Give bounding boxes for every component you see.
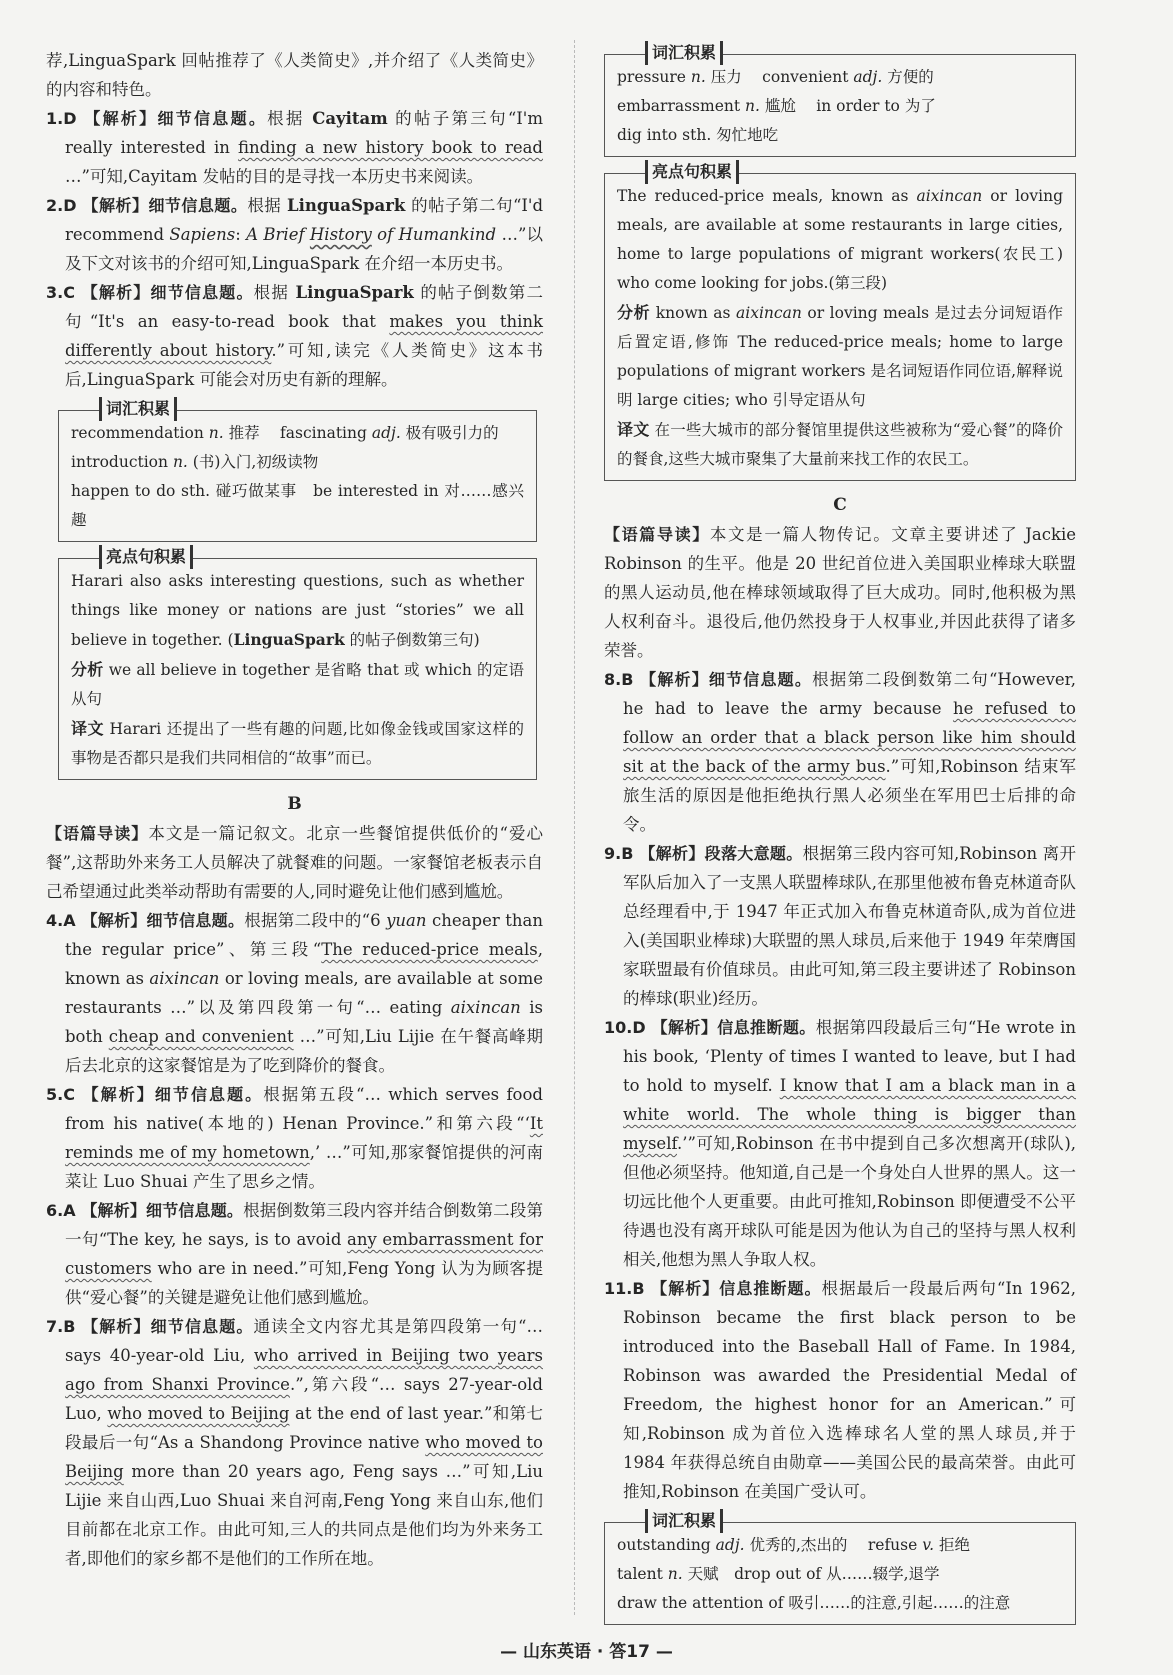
- label-text: 4.A: [46, 911, 82, 930]
- box-title: 词汇积累: [645, 1509, 723, 1533]
- box-row: [617, 92, 1063, 121]
- text-segment: A Brief: [246, 225, 310, 244]
- answer-3: [46, 278, 543, 394]
- text-segment: introduction: [71, 453, 173, 471]
- text-segment: Harari also asks interesting questions, such as whether things like money or nations are just “stories” we all believe in together. (: [71, 572, 524, 649]
- text-segment: 压力 convenient: [705, 68, 854, 86]
- text-segment: …”可知,Cayitam 发帖的目的是寻找一本历史书来阅读。: [65, 167, 484, 186]
- box-row: [71, 419, 524, 448]
- text-segment: .’”可知,Robinson 在书中提到自己多次想离开(球队),但他必须坚持。他知道,自己是一个身处白人世界的黑人。这一切远比他个人更重要。由此可推知,Robinson 即便遭受不公平待遇也没有离开球队可能是因为他认为自己的坚持与黑人权利相关,他想为黑人争取人权。: [623, 1134, 1076, 1269]
- text-segment: pressure: [617, 68, 691, 86]
- box-title: 亮点句积累: [99, 545, 193, 569]
- text-segment: 在一些大城市的部分餐馆里提供这些被称为“爱心餐”的降价的餐食,这些大城市聚集了大量前来找工作的农民工。: [617, 421, 1063, 468]
- text-segment: n.: [172, 453, 188, 471]
- text-segment: makes you think differently about history: [65, 312, 543, 360]
- text-segment: is both: [65, 998, 544, 1046]
- box-row: [71, 714, 524, 773]
- text-segment: yuan: [386, 911, 427, 930]
- text-segment: talent: [617, 1565, 668, 1583]
- text-segment: aixincan: [916, 187, 983, 205]
- text-segment: 尴尬 in order to 为了: [759, 97, 936, 115]
- text-segment: adj.: [853, 68, 883, 86]
- text-segment: n.: [208, 424, 224, 442]
- box-row: [617, 63, 1063, 92]
- text-segment: recommendation: [71, 424, 209, 442]
- label-text: 译文: [617, 420, 650, 439]
- text-segment: who arrived in Beijing two years ago from Shanxi Province: [65, 1346, 543, 1394]
- text-segment: LinguaSpark: [295, 283, 414, 302]
- text-segment: happen to do sth. 碰巧做某事 be interested in 对……感兴趣: [71, 482, 524, 529]
- text-segment: 的帖子第二句“I'd recommend: [65, 196, 544, 244]
- passage-guide-c: [604, 520, 1076, 665]
- label-text: 7.B: [46, 1317, 83, 1336]
- box-row: [617, 121, 1063, 150]
- label-text: 【语篇导读】: [46, 824, 149, 843]
- page-footer: — 山东英语 · 答17 —: [500, 1642, 673, 1662]
- text-segment: LinguaSpark: [233, 630, 345, 649]
- box-title: 亮点句积累: [645, 160, 739, 184]
- text-segment: 本文是一篇记叙文。北京一些餐馆提供低价的“爱心餐”,这帮助外来务工人员解决了就餐难的问题。一家餐馆老板表示自己希望通过此类举动帮助有需要的人,同时避免让他们感到尴尬。: [46, 824, 543, 901]
- text-segment: or loving meals, are available at some restaurants …”以及第四段第一句“… eating: [65, 969, 543, 1017]
- text-segment: any embarrassment for customers: [65, 1230, 544, 1278]
- text-segment: v.: [922, 1536, 935, 1554]
- answer-4: [46, 906, 543, 1080]
- text-segment: ,’ …”可知,那家餐馆提供的河南菜让 Luo Shuai 产生了思乡之情。: [65, 1143, 543, 1191]
- box-row: [617, 1560, 1063, 1589]
- text-segment: of Humankind: [371, 225, 497, 244]
- text-segment: .”可知,读完《人类简史》这本书后,LinguaSpark 可能会对历史有新的理解。: [65, 341, 543, 389]
- left-column: [46, 46, 543, 1573]
- box-row: [617, 182, 1063, 298]
- text-segment: he refused to follow an order that a black person like him should sit at the back of the army bus: [623, 699, 1076, 776]
- text-segment: The reduced-price meals, known as: [617, 187, 917, 205]
- label-text: 【语篇导读】: [604, 525, 710, 544]
- text-segment: n.: [745, 97, 760, 115]
- text-segment: cheaper than the regular price”、第三段“: [65, 911, 543, 959]
- answer-6: [46, 1196, 543, 1312]
- label-text: 10.D: [604, 1018, 652, 1037]
- answer-11: [604, 1274, 1076, 1506]
- box-row: [71, 567, 524, 655]
- label-text: 3.C: [46, 283, 82, 302]
- text-segment: 根据第五段“… which serves food from his native(本地的) Henan Province.”和第六段“‘: [65, 1085, 543, 1133]
- label-text: 8.B: [604, 670, 641, 689]
- text-segment: n.: [667, 1565, 683, 1583]
- text-segment: who are in need.”可知,Feng Yong 认为为顾客提供“爱心餐”的关键是避免让他们感到尴尬。: [65, 1259, 543, 1307]
- label-text: 11.B: [604, 1279, 652, 1298]
- label-text: 2.D: [46, 196, 83, 215]
- box-row: [71, 448, 524, 477]
- answer-5: [46, 1080, 543, 1196]
- section-heading-b: B: [287, 794, 302, 814]
- answer-8: [604, 665, 1076, 839]
- text-segment: aixincan: [736, 304, 802, 322]
- text-segment: 荐,LinguaSpark 回帖推荐了《人类简史》,并介绍了《人类简史》的内容和特色。: [46, 51, 543, 99]
- right-column: [604, 43, 1077, 1635]
- text-segment: LinguaSpark: [287, 196, 406, 215]
- box-title: 词汇积累: [99, 397, 177, 421]
- answer-9: [604, 839, 1076, 1013]
- text-segment: aixincan: [450, 998, 521, 1017]
- section-heading-c: C: [833, 495, 847, 515]
- intro-continuation: [46, 46, 543, 104]
- text-segment: 根据第二段中的“6: [244, 911, 387, 930]
- box-row: [617, 415, 1063, 474]
- text-segment: Sapiens: [169, 225, 236, 244]
- text-segment: known as: [650, 304, 737, 322]
- label-text: 【解析】细节信息题。: [81, 283, 254, 302]
- text-segment: 根据倒数第三段内容并结合倒数第二段第一句“The key, he says, is to avoid: [65, 1201, 543, 1249]
- text-segment: 根据第二段倒数第二句“However, he had to leave the army because: [623, 670, 1076, 718]
- text-segment: or loving meals 是过去分词短语作后置定语,修饰 The reduced-price meals; home to large populations of migrant workers 是名词短语作同位语,解释说明 large cities; who 引导定语从句: [617, 304, 1063, 409]
- passage-guide-b: [46, 819, 543, 906]
- text-segment: 根据第四段最后三句“He wrote in his book, ‘Plenty of times I wanted to leave, but I had to hold to myself.: [623, 1018, 1076, 1095]
- text-segment: :: [235, 225, 247, 244]
- key-sentence-box: [58, 547, 537, 780]
- label-text: 分析: [617, 303, 651, 322]
- text-segment: 根据: [267, 109, 313, 128]
- text-segment: 根据第三段内容可知,Robinson 离开军队后加入了一支黑人联盟棒球队,在那里他被布鲁克林道奇队总经理看中,于 1947 年正式加入布鲁克林道奇队,成为首位进入(美国职业棒球)大联盟的黑人球员,后来他于 1949 年荣膺国家联盟最有价值球员。由此可知,第三段主要讲述了 Robinson 的棒球(职业)经历。: [623, 844, 1076, 1008]
- text-segment: who moved to Beijing: [107, 1404, 290, 1423]
- label-text: 【解析】细节信息题。: [82, 1085, 264, 1104]
- label-text: 【解析】段落大意题。: [639, 844, 803, 863]
- text-segment: (书)入门,初级读物: [187, 453, 319, 471]
- text-segment: 本文是一篇人物传记。文章主要讲述了 Jackie Robinson 的生平。他是 20 世纪首位进入美国职业棒球大联盟的黑人运动员,他在棒球领域取得了巨大成功。同时,他积极为黑人权利奋斗。退役后,他仍然投身于人权事业,并因此获得了诸多荣誉。: [604, 525, 1076, 660]
- text-segment: Cayitam: [312, 109, 388, 128]
- text-segment: Harari 还提出了一些有趣的问题,比如像金钱或国家这样的事物是否都只是我们共同相信的“故事”而已。: [71, 720, 524, 767]
- text-segment: The reduced-price meals: [321, 940, 538, 959]
- text-segment: or loving meals, are available at some restaurants in large cities, home to large populations of migrant workers(农民工) who come looking for jobs.(第三段): [617, 187, 1064, 292]
- answer-2: [46, 191, 543, 278]
- text-segment: 方便的: [882, 68, 934, 86]
- label-text: 【解析】细节信息题。: [82, 1317, 254, 1336]
- label-text: 【解析】细节信息题。: [84, 109, 268, 128]
- text-segment: 极有吸引力的: [400, 424, 499, 442]
- text-segment: dig into sth. 匆忙地吃: [617, 126, 779, 144]
- text-segment: 拒绝: [934, 1536, 971, 1554]
- text-segment: .”可知,Robinson 结束军旅生活的原因是他拒绝执行黑人必须坐在军用巴士后排的命令。: [623, 757, 1076, 834]
- label-text: 5.C: [46, 1085, 83, 1104]
- text-segment: we all believe in together 是省略 that 或 which 的定语从句: [71, 661, 524, 708]
- text-segment: …”以及下文对该书的介绍可知,LinguaSpark 在介绍一本历史书。: [65, 225, 543, 273]
- text-segment: , known as: [65, 940, 543, 988]
- label-text: 【解析】信息推断题。: [651, 1018, 816, 1037]
- text-segment: 的帖子倒数第三句): [344, 631, 480, 649]
- text-segment: History: [309, 225, 372, 244]
- text-segment: at the end of last year.”和第七段最后一句“As a Shandong Province native: [65, 1404, 543, 1452]
- text-segment: embarrassment: [617, 97, 746, 115]
- label-text: 【解析】细节信息题。: [81, 911, 245, 930]
- text-segment: outstanding: [617, 1536, 716, 1554]
- answer-1: [46, 104, 543, 191]
- box-row: [71, 655, 524, 714]
- text-segment: cheap and convenient: [108, 1027, 294, 1046]
- text-segment: who moved to Beijing: [65, 1433, 543, 1481]
- vocab-box: [58, 399, 537, 542]
- text-segment: more than 20 years ago, Feng says …”可知,Liu Lijie 来自山西,Luo Shuai 来自河南,Feng Yong 来自山东,他们目前都在北京工作。由此可知,三人的共同点是他们均为外来务工者,即他们的家乡都不是他们的工作所在地。: [65, 1462, 543, 1568]
- text-segment: draw the attention of 吸引……的注意,引起……的注意: [617, 1594, 1011, 1612]
- text-segment: I know that I am a black man in a white world. The whole thing is bigger than myself: [623, 1076, 1077, 1153]
- label-text: 译文: [71, 719, 105, 738]
- text-segment: 通读全文内容尤其是第四段第一句“… says 40-year-old Liu,: [65, 1317, 543, 1365]
- box-title: 词汇积累: [645, 41, 723, 65]
- vocab-box: [604, 43, 1076, 157]
- label-text: 【解析】细节信息题。: [81, 1201, 244, 1220]
- text-segment: 优秀的,杰出的 refuse: [744, 1536, 923, 1554]
- key-sentence-box: [604, 162, 1076, 481]
- text-segment: aixincan: [149, 969, 220, 988]
- label-text: 1.D: [46, 109, 85, 128]
- box-row: [617, 298, 1063, 415]
- text-segment: 的帖子第三句“I'm really interested in: [65, 109, 543, 157]
- text-segment: adj.: [715, 1536, 745, 1554]
- text-segment: 根据: [253, 283, 296, 302]
- text-segment: …”可知,Liu Lijie 在午餐高峰期后去北京的这家餐馆是为了吃到降价的餐食。: [65, 1027, 543, 1075]
- vocab-box: [604, 1511, 1076, 1625]
- label-text: 9.B: [604, 844, 640, 863]
- label-text: 【解析】细节信息题。: [640, 670, 813, 689]
- answer-7: [46, 1312, 543, 1573]
- text-segment: .”,第六段“… says 27-year-old Luo,: [65, 1375, 543, 1423]
- box-row: [617, 1531, 1063, 1560]
- label-text: 分析: [71, 660, 104, 679]
- text-segment: 的帖子倒数第二句“It's an easy-to-read book that: [65, 283, 543, 331]
- label-text: 6.A: [46, 1201, 82, 1220]
- text-segment: 根据: [247, 196, 287, 215]
- box-row: [71, 477, 524, 535]
- column-divider: [574, 40, 575, 1615]
- text-segment: adj.: [371, 424, 401, 442]
- box-row: [617, 1589, 1063, 1618]
- text-segment: 推荐 fascinating: [223, 424, 372, 442]
- text-segment: 天赋 drop out of 从……辍学,退学: [682, 1565, 940, 1583]
- label-text: 【解析】细节信息题。: [82, 196, 248, 215]
- text-segment: 根据最后一段最后两句“In 1962, Robinson became the first black person to be introduced into the Baseball Hall of Fame. In 1984, Robinson was awarded the Presidential Medal of Freedom, the highest honor for an American.”可知,Robinson 成为首位入选棒球名人堂的黑人球员,并于 1984 年获得总统自由勋章——美国公民的最高荣誉。由此可推知,Robinson 在美国广受认可。: [623, 1279, 1076, 1501]
- text-segment: n.: [690, 68, 706, 86]
- text-segment: It reminds me of my hometown: [65, 1114, 543, 1162]
- label-text: 【解析】信息推断题。: [651, 1279, 822, 1298]
- answer-10: [604, 1013, 1076, 1274]
- text-segment: finding a new history book to read: [238, 138, 543, 157]
